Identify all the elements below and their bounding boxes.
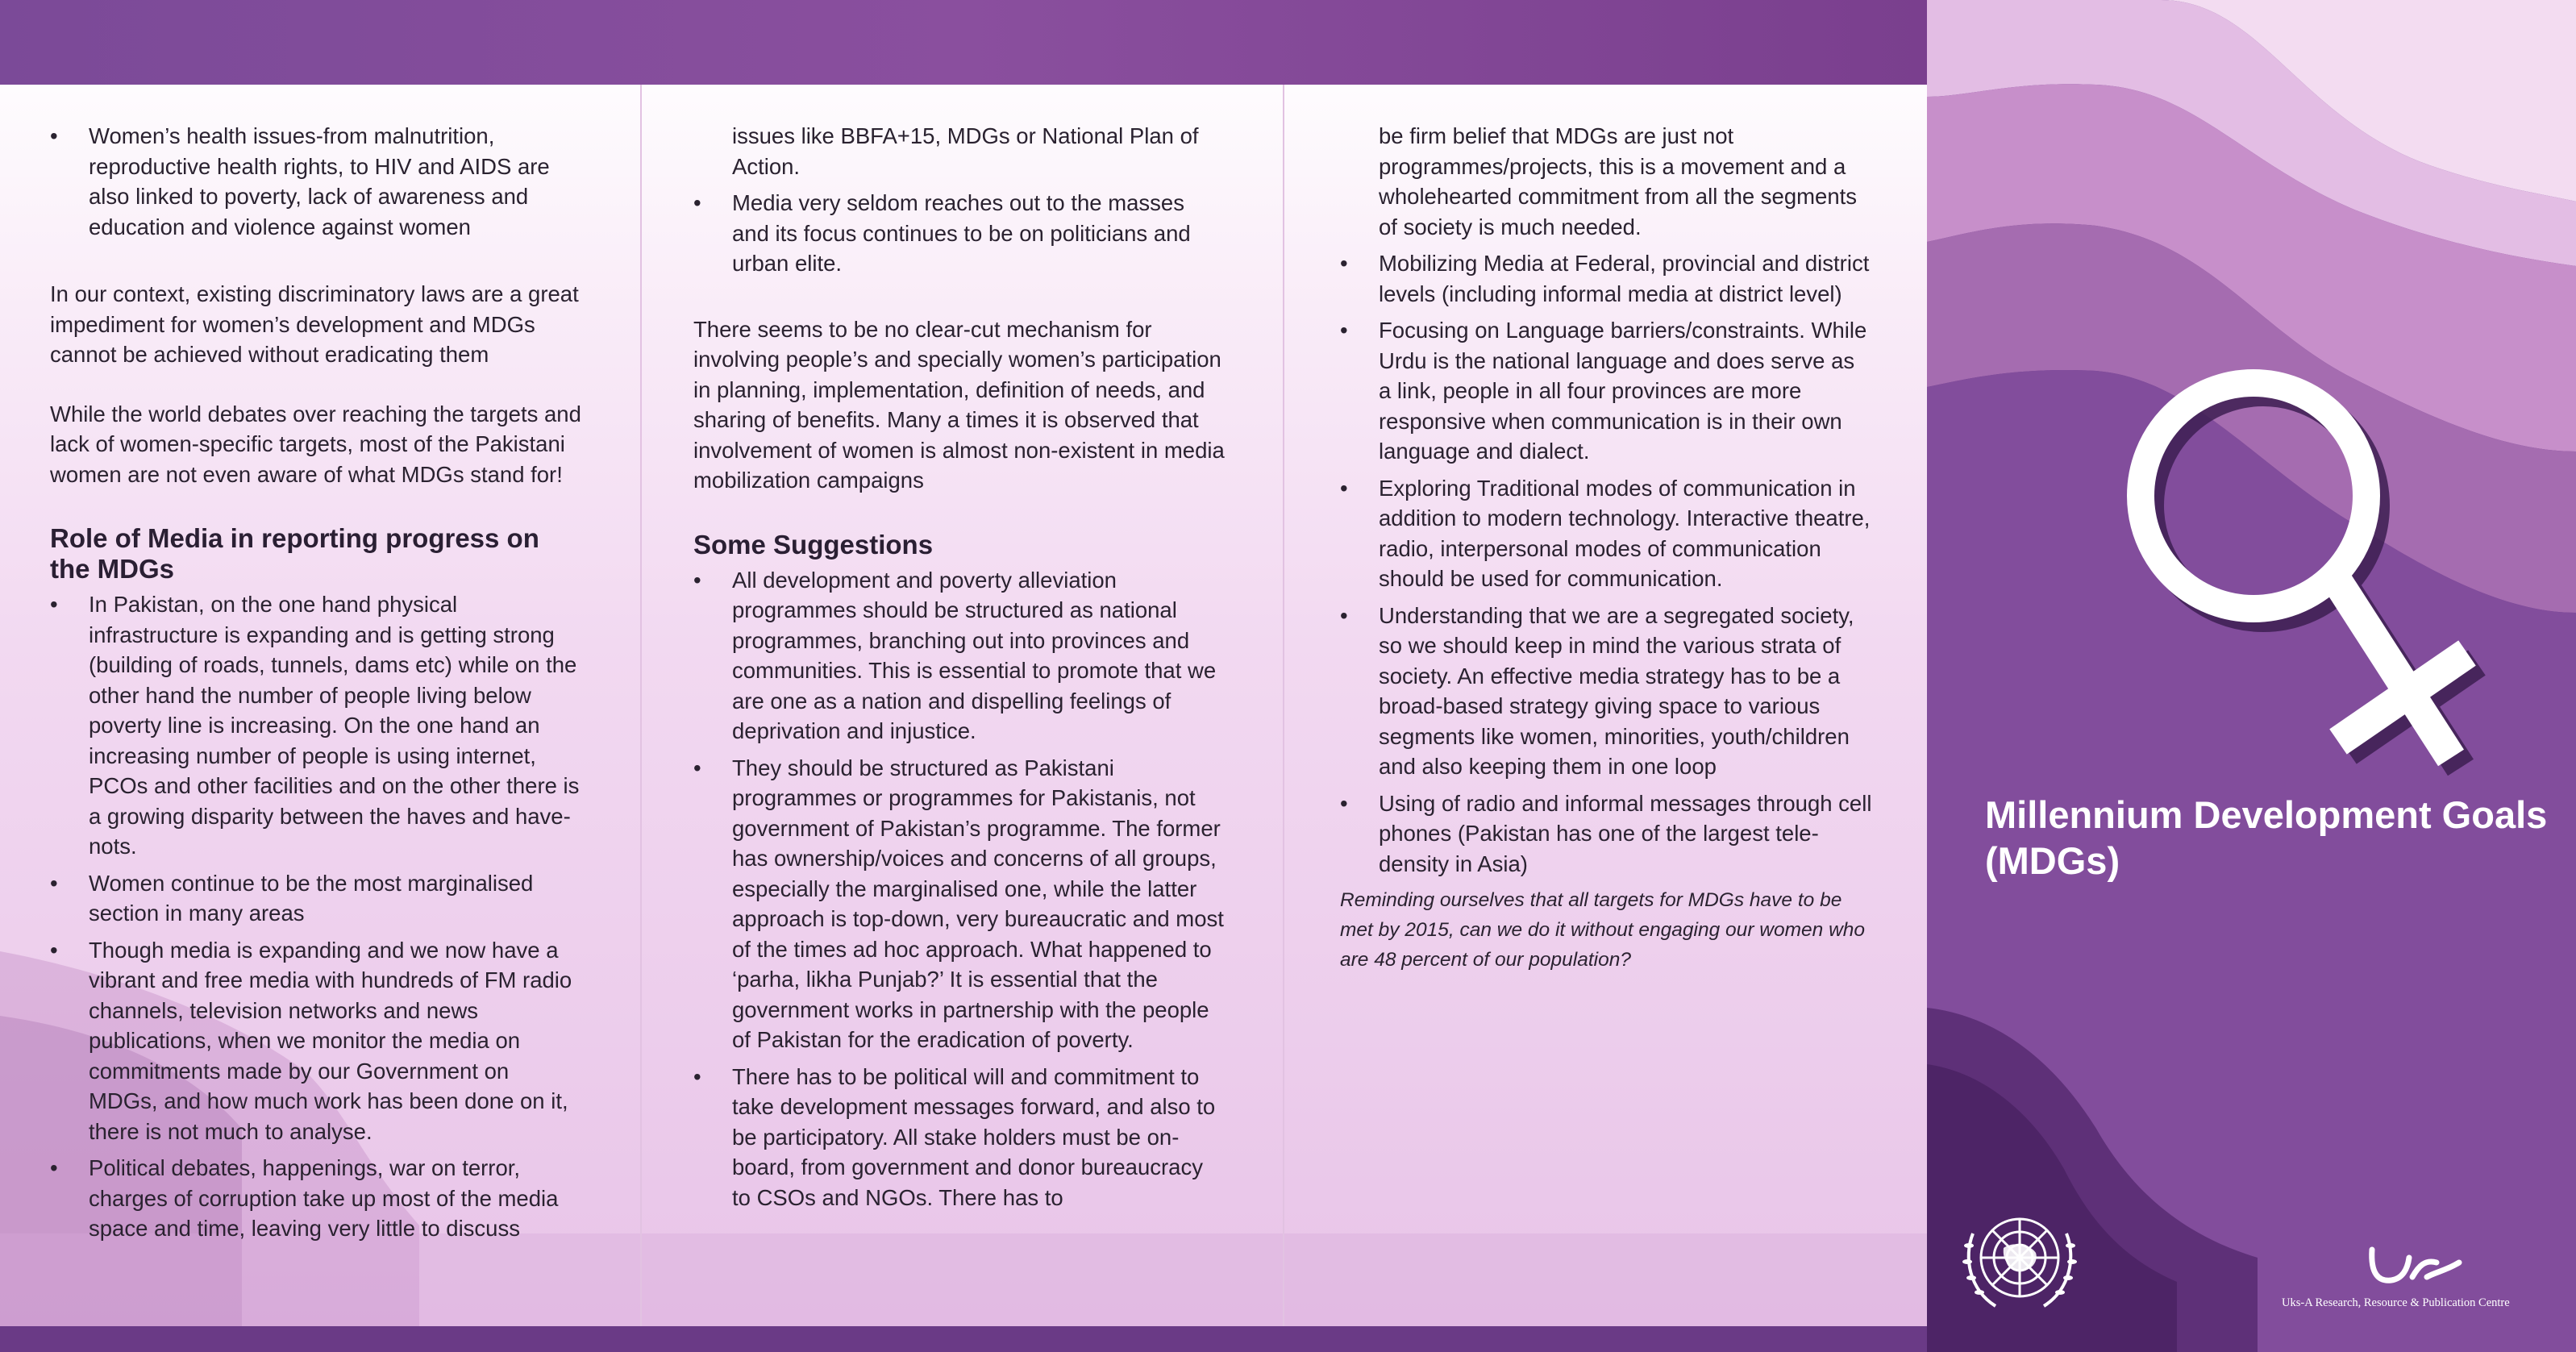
list-item: • Women continue to be the most marginalised section in many areas — [50, 870, 534, 926]
list-item: • There has to be political will and commitment to take development messages forward, and also to be participatory. All stake holders must be on-board, from government and donor bureaucracy to CSOs and NGOs. There has to — [693, 1063, 1216, 1210]
list-item: • Understanding that we are a segregated society, so we should keep in mind the various strata of society. An effective media strategy has to be a broad-based strategy giving space to various segments like women, minorities, youth/children and also keeping them in one loop — [1340, 602, 1854, 779]
list-item: • In Pakistan, on the one hand physical infrastructure is expanding and is getting strong (building of roads, tunnels, dams etc) while on the other hand the number of people living below poverty line is increasing. On the one hand an increasing number of people is using internet, PCOs and other facilities and on the other there is a growing disparity between the haves and have-nots. — [50, 592, 580, 859]
uks-logo-caption: Uks-A Research, Resource & Publication Centre — [2282, 1296, 2510, 1309]
section-heading: Role of Media in reporting progress on the MDGs — [50, 523, 539, 584]
list-item: • They should be structured as Pakistani programmes or programmes for Pakistanis, not government of Pakistan’s programme. The former has ownership/voices and concerns of all groups, especially the marginalised one, while the latter approach is top-down, very bureaucratic and most of the times ad hoc approach. What happened to ‘parha, likha Punjab?’ It is essential that the government works in partnership with the people of Pakistan for the eradication of poverty. — [693, 755, 1224, 1052]
list-item: • Exploring Traditional modes of communication in addition to modern technology. Interactive theatre, radio, interpersonal modes of communication should be used for communication. — [1340, 475, 1871, 591]
paragraph: There seems to be no clear-cut mechanism for involving people’s and specially women’s participation in planning, implementation, definition of needs, and sharing of benefits. Many a times it is observed that involvement of women is almost non-existent in media mobilization campaigns — [693, 316, 1225, 493]
list-item: • Mobilizing Media at Federal, provincial and district levels (including informal media at district level) — [1340, 251, 1870, 306]
panel-3 — [1340, 121, 1872, 975]
list-item: • Political debates, happenings, war on terror, charges of corruption take up most of the media space and time, leaving very little to discuss — [50, 1155, 559, 1241]
un-emblem-icon — [1955, 1201, 2084, 1322]
list-item: • Focusing on Language barriers/constraints. While Urdu is the national language and does serve as a link, people in all four provinces are more responsive when communication is in their own language and dialect. — [1340, 318, 1867, 464]
list-item: • Using of radio and informal messages through cell phones (Pakistan has one of the largest tele-density in Asia) — [1340, 790, 1872, 876]
paragraph: In our context, existing discriminatory laws are a great impediment for women’s development and MDGs cannot be achieved without eradicating them — [50, 281, 579, 367]
closing-note: Reminding ourselves that all targets for MDGs have to be met by 2015, can we do it without engaging our women who are 48 percent of our population? — [1340, 889, 1866, 971]
cover-title: Millennium Development Goals (MDGs) — [1985, 793, 2548, 882]
list-item: • Though media is expanding and we now have a vibrant and free media with hundreds of FM radio channels, television networks and news publications, when we monitor the media on commitments made by our Government on MDGs, and how much work has been done on it, there is not much to analyse. — [50, 937, 572, 1144]
panel-1 — [50, 121, 582, 1250]
panel-2 — [693, 121, 1226, 1219]
female-symbol — [2112, 355, 2532, 838]
list-item: • All development and poverty alleviation programmes should be structured as national programmes, branching out into provinces and communities. This is essential to promote that we are one as a nation and dispelling feelings of deprivation and injustice. — [693, 567, 1217, 743]
paragraph: issues like BBFA+15, MDGs or National Plan of Action. — [732, 123, 1199, 179]
paragraph: While the world debates over reaching the targets and lack of women-specific targets, most of the Pakistani women are not even aware of what MDGs stand for! — [50, 401, 581, 487]
section-heading: Some Suggestions — [693, 529, 934, 560]
paragraph: be firm belief that MDGs are just not programmes/projects, this is a movement and a wholehearted commitment from all the segments of society is much needed. — [1379, 123, 1858, 239]
list-item: • Women’s health issues-from malnutrition, reproductive health rights, to HIV and AIDS are also linked to poverty, lack of awareness and education and violence against women — [50, 123, 550, 239]
uks-logo-icon — [2362, 1242, 2475, 1290]
list-item: • Media very seldom reaches out to the masses and its focus continues to be on politicians and urban elite. — [693, 190, 1191, 276]
